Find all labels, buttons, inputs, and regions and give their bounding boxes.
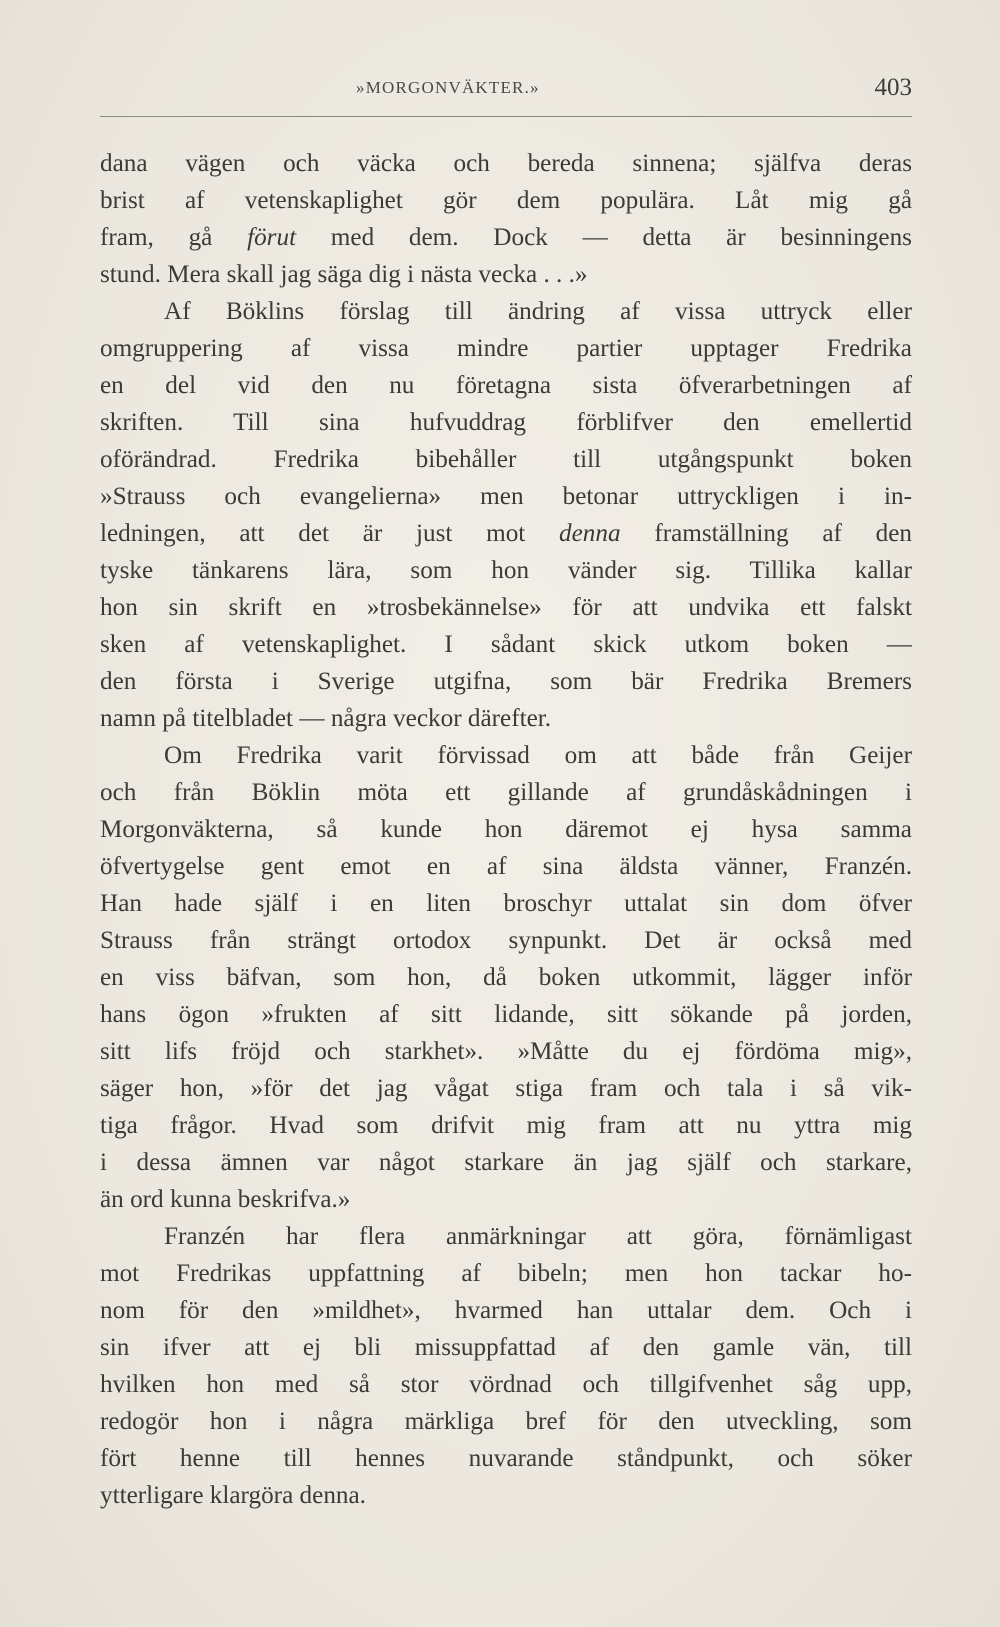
italic-word: denna (559, 520, 621, 547)
text-line: hvilken hon med så stor vördnad och tillgifvenhet såg upp, (100, 1371, 912, 1398)
text-line: oförändrad. Fredrika bibehåller till utgångspunkt boken (100, 446, 912, 473)
text-line: Han hade själf i en liten broschyr uttalat sin dom öfver (100, 890, 912, 917)
text-line: sin ifver att ej bli missuppfattad af den gamle vän, till (100, 1334, 912, 1361)
text-line: sken af vetenskaplighet. I sådant skick utkom boken — (100, 631, 912, 658)
text-line: sitt lifs fröjd och starkhet». »Måtte du ej fördöma mig», (100, 1038, 912, 1065)
text-line (100, 515, 912, 552)
text-line: dana vägen och väcka och bereda sinnena; själfva deras (100, 150, 912, 177)
text-line: säger hon, »för det jag vågat stiga fram och tala i så vik- (100, 1075, 912, 1102)
text-segment: fram, gå (100, 224, 248, 251)
text-segment: ledningen, att det är just mot (100, 520, 560, 547)
text-line: redogör hon i några märkliga bref för den utveckling, som (100, 1408, 912, 1435)
text-line: öfvertygelse gent emot en af sina äldsta vänner, Franzén. (100, 853, 912, 880)
text-line: namn på titelbladet — några veckor därefter. (100, 705, 552, 732)
text-line: fört henne till hennes nuvarande ståndpunkt, och söker (100, 1445, 912, 1472)
text-line (100, 219, 912, 256)
running-head (100, 74, 912, 114)
text-line: hon sin skrift en »trosbekännelse» för att undvika ett falskt (100, 594, 912, 621)
text-line: mot Fredrikas uppfattning af bibeln; men hon tackar ho- (100, 1260, 912, 1287)
paragraph-first-line: Om Fredrika varit förvissad om att både från Geijer (164, 742, 912, 769)
header-rule (100, 116, 912, 117)
text-line: tiga frågor. Hvad som drifvit mig fram att nu yttra mig (100, 1112, 912, 1139)
text-line: en viss bäfvan, som hon, då boken utkommit, lägger inför (100, 964, 912, 991)
text-line: hans ögon »frukten af sitt lidande, sitt sökande på jorden, (100, 1001, 912, 1028)
text-line: brist af vetenskaplighet gör dem populära. Låt mig gå (100, 187, 912, 214)
text-line: stund. Mera skall jag säga dig i nästa vecka . . .» (100, 261, 588, 288)
text-line: en del vid den nu företagna sista öfverarbetningen af (100, 372, 912, 399)
text-segment: med dem. Dock — detta är besinningens (296, 224, 912, 251)
text-segment: framställning af den (620, 520, 912, 547)
text-line: än ord kunna beskrifva.» (100, 1186, 351, 1213)
paragraph-first-line: Af Böklins förslag till ändring af vissa uttryck eller (164, 298, 912, 325)
text-line: nom för den »mildhet», hvarmed han uttalar dem. Och i (100, 1297, 912, 1324)
text-line: omgruppering af vissa mindre partier upptager Fredrika (100, 335, 912, 362)
text-line: tyske tänkarens lära, som hon vänder sig. Tillika kallar (100, 557, 912, 584)
text-line: den första i Sverige utgifna, som bär Fredrika Bremers (100, 668, 912, 695)
text-line: ytterligare klargöra denna. (100, 1482, 366, 1509)
italic-word: förut (247, 224, 297, 251)
text-line: Morgonväkterna, så kunde hon däremot ej hysa samma (100, 816, 912, 843)
paragraph-first-line: Franzén har flera anmärkningar att göra, förnämligast (164, 1223, 912, 1250)
text-line: »Strauss och evangelierna» men betonar uttryckligen i in- (100, 483, 912, 510)
text-line: och från Böklin möta ett gillande af grundåskådningen i (100, 779, 912, 806)
body-text (100, 145, 912, 1514)
running-title: »MORGONVÄKTER.» (356, 78, 540, 97)
text-line: i dessa ämnen var något starkare än jag själf och starkare, (100, 1149, 912, 1176)
text-line: Strauss från strängt ortodox synpunkt. Det är också med (100, 927, 912, 954)
page-number: 403 (874, 74, 912, 101)
text-line: skriften. Till sina hufvuddrag förblifver den emellertid (100, 409, 912, 436)
